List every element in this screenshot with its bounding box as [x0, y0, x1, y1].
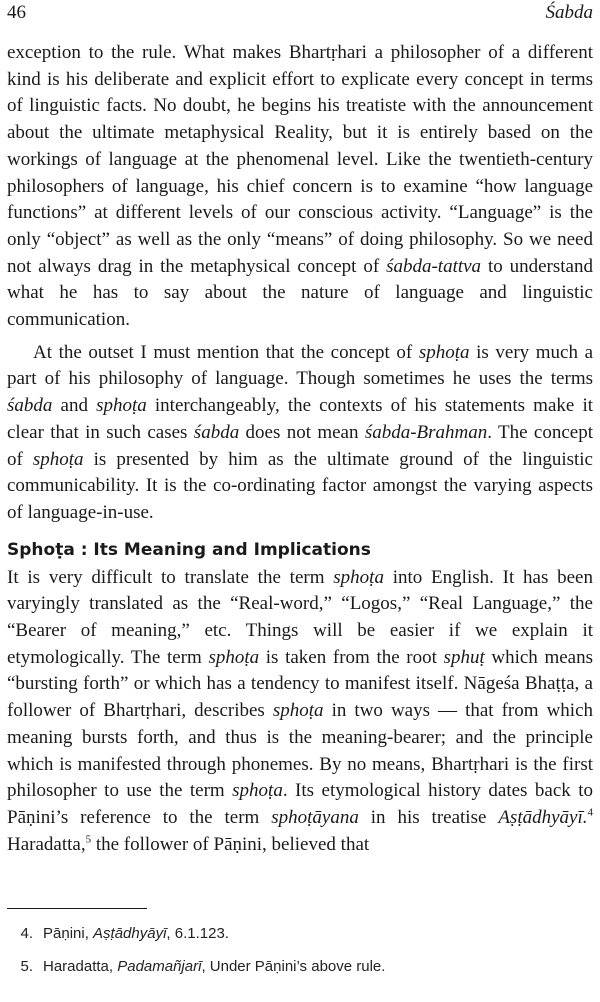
footnote-ref: 4 [587, 806, 594, 819]
text-run: is taken from the root [259, 646, 444, 668]
text-run: does not mean [239, 421, 365, 443]
text-run: is presented by him as the ultimate ground of the linguistic communicability. It is the co-ordinating factor amongst the varying aspects of language-in-use. [7, 448, 593, 523]
text-run: , Under Pāṇini’s above rule. [201, 958, 386, 975]
italic-term: sphoṭa [232, 780, 283, 802]
footnotes [7, 924, 593, 990]
italic-term: Aṣṭādhyāyī [93, 925, 167, 942]
footnote-rule [7, 908, 147, 909]
italic-term: śabda-tattva [386, 255, 482, 277]
italic-term: sphoṭa [32, 448, 84, 470]
running-header [7, 0, 593, 26]
footnote-ref: 5 [85, 833, 92, 846]
running-title: Śabda [545, 2, 593, 23]
text-run: in his treatise [358, 806, 499, 828]
italic-term: śabda [193, 421, 240, 443]
text-run: the follower of Pāṇini, believed that [91, 833, 370, 855]
section-heading: Sphoṭa : Its Meaning and Implications [7, 539, 371, 560]
page-number: 46 [7, 2, 26, 23]
text-run: and [52, 395, 97, 417]
text-run: . The concept of [7, 421, 593, 470]
text-run: , 6.1.123. [166, 925, 229, 942]
italic-term: Padamañjarī [117, 958, 202, 975]
italic-term: śabda-Brahman [364, 421, 488, 443]
text-run: exception to the rule. What makes Bhartṛhari a philosopher of a different kind is his deliberate and explicit effort to explicate every concept in terms of linguistic facts. No doubt, he begins his treatiste with the announcement about the ultimate metaphysical Reality, but it is entirely based on the workings of language at the phenomenal level. Like the twentieth-century philosophers of language, his chief concern is to examine “how language functions” at different levels of our conscious activity. “Language” is the only “object” as well as the only “means” of doing philosophy. So we need not always drag in the metaphysical concept of [7, 42, 593, 277]
paragraph-3 [7, 565, 593, 859]
text-run: to understand what he has to say about the nature of language and linguistic communication. [7, 255, 593, 331]
italic-term: sphoṭa [272, 700, 324, 722]
footnote-5 [7, 957, 593, 977]
text-run: which means “bursting forth” or which has a tendency to manifest itself. Nāgeśa Bhaṭṭa, a follower of Bhartṛhari, describes [7, 646, 593, 722]
italic-term: Aṣṭādhyāyī. [498, 806, 588, 828]
text-run: into English. It has been varyingly translated as the “Real-word,” “Logos,” “Real Language,” the “Bearer of meaning,” etc. Things will be easier if we explain it etymologically. The term [7, 566, 593, 668]
paragraph-1 [7, 40, 593, 334]
italic-term: sphoṭāyana [271, 806, 359, 828]
italic-term: sphoṭa [96, 395, 147, 417]
body-text [7, 40, 593, 858]
text-run: . Its etymological history dates back to Pāṇini’s reference to the term [7, 780, 594, 828]
text-run: is very much a part of his philosophy of language. Though sometimes he uses the terms [7, 341, 593, 390]
footnote-number: 5. [20, 958, 33, 975]
italic-term: sphoṭa [333, 566, 384, 588]
text-run: Haradatta, [43, 958, 118, 975]
italic-term: sphoṭa [208, 646, 260, 668]
footnote-number: 4. [20, 925, 33, 942]
paragraph-2 [7, 340, 593, 527]
footnote-text [43, 957, 593, 977]
italic-term: śabda [7, 395, 53, 417]
text-run: It is very difficult to translate the term [7, 566, 334, 588]
text-run: Pāṇini, [43, 925, 94, 942]
text-run: in two ways — that from which meaning bursts forth, and thus is the meaning-bearer; and the principle which is manifested through phonemes. By no means, Bhartṛhari is the first philosopher to use the term [7, 700, 594, 802]
italic-term: sphoṭa [418, 341, 470, 363]
italic-term: sphuṭ [443, 646, 485, 668]
text-run: Haradatta, [7, 833, 86, 855]
text-run: At the outset I must mention that the concept of [33, 341, 419, 363]
footnote-text [43, 924, 593, 944]
footnote-4 [7, 924, 593, 944]
text-run: interchangeably, the contexts of his statements make it clear that in such cases [7, 395, 593, 443]
